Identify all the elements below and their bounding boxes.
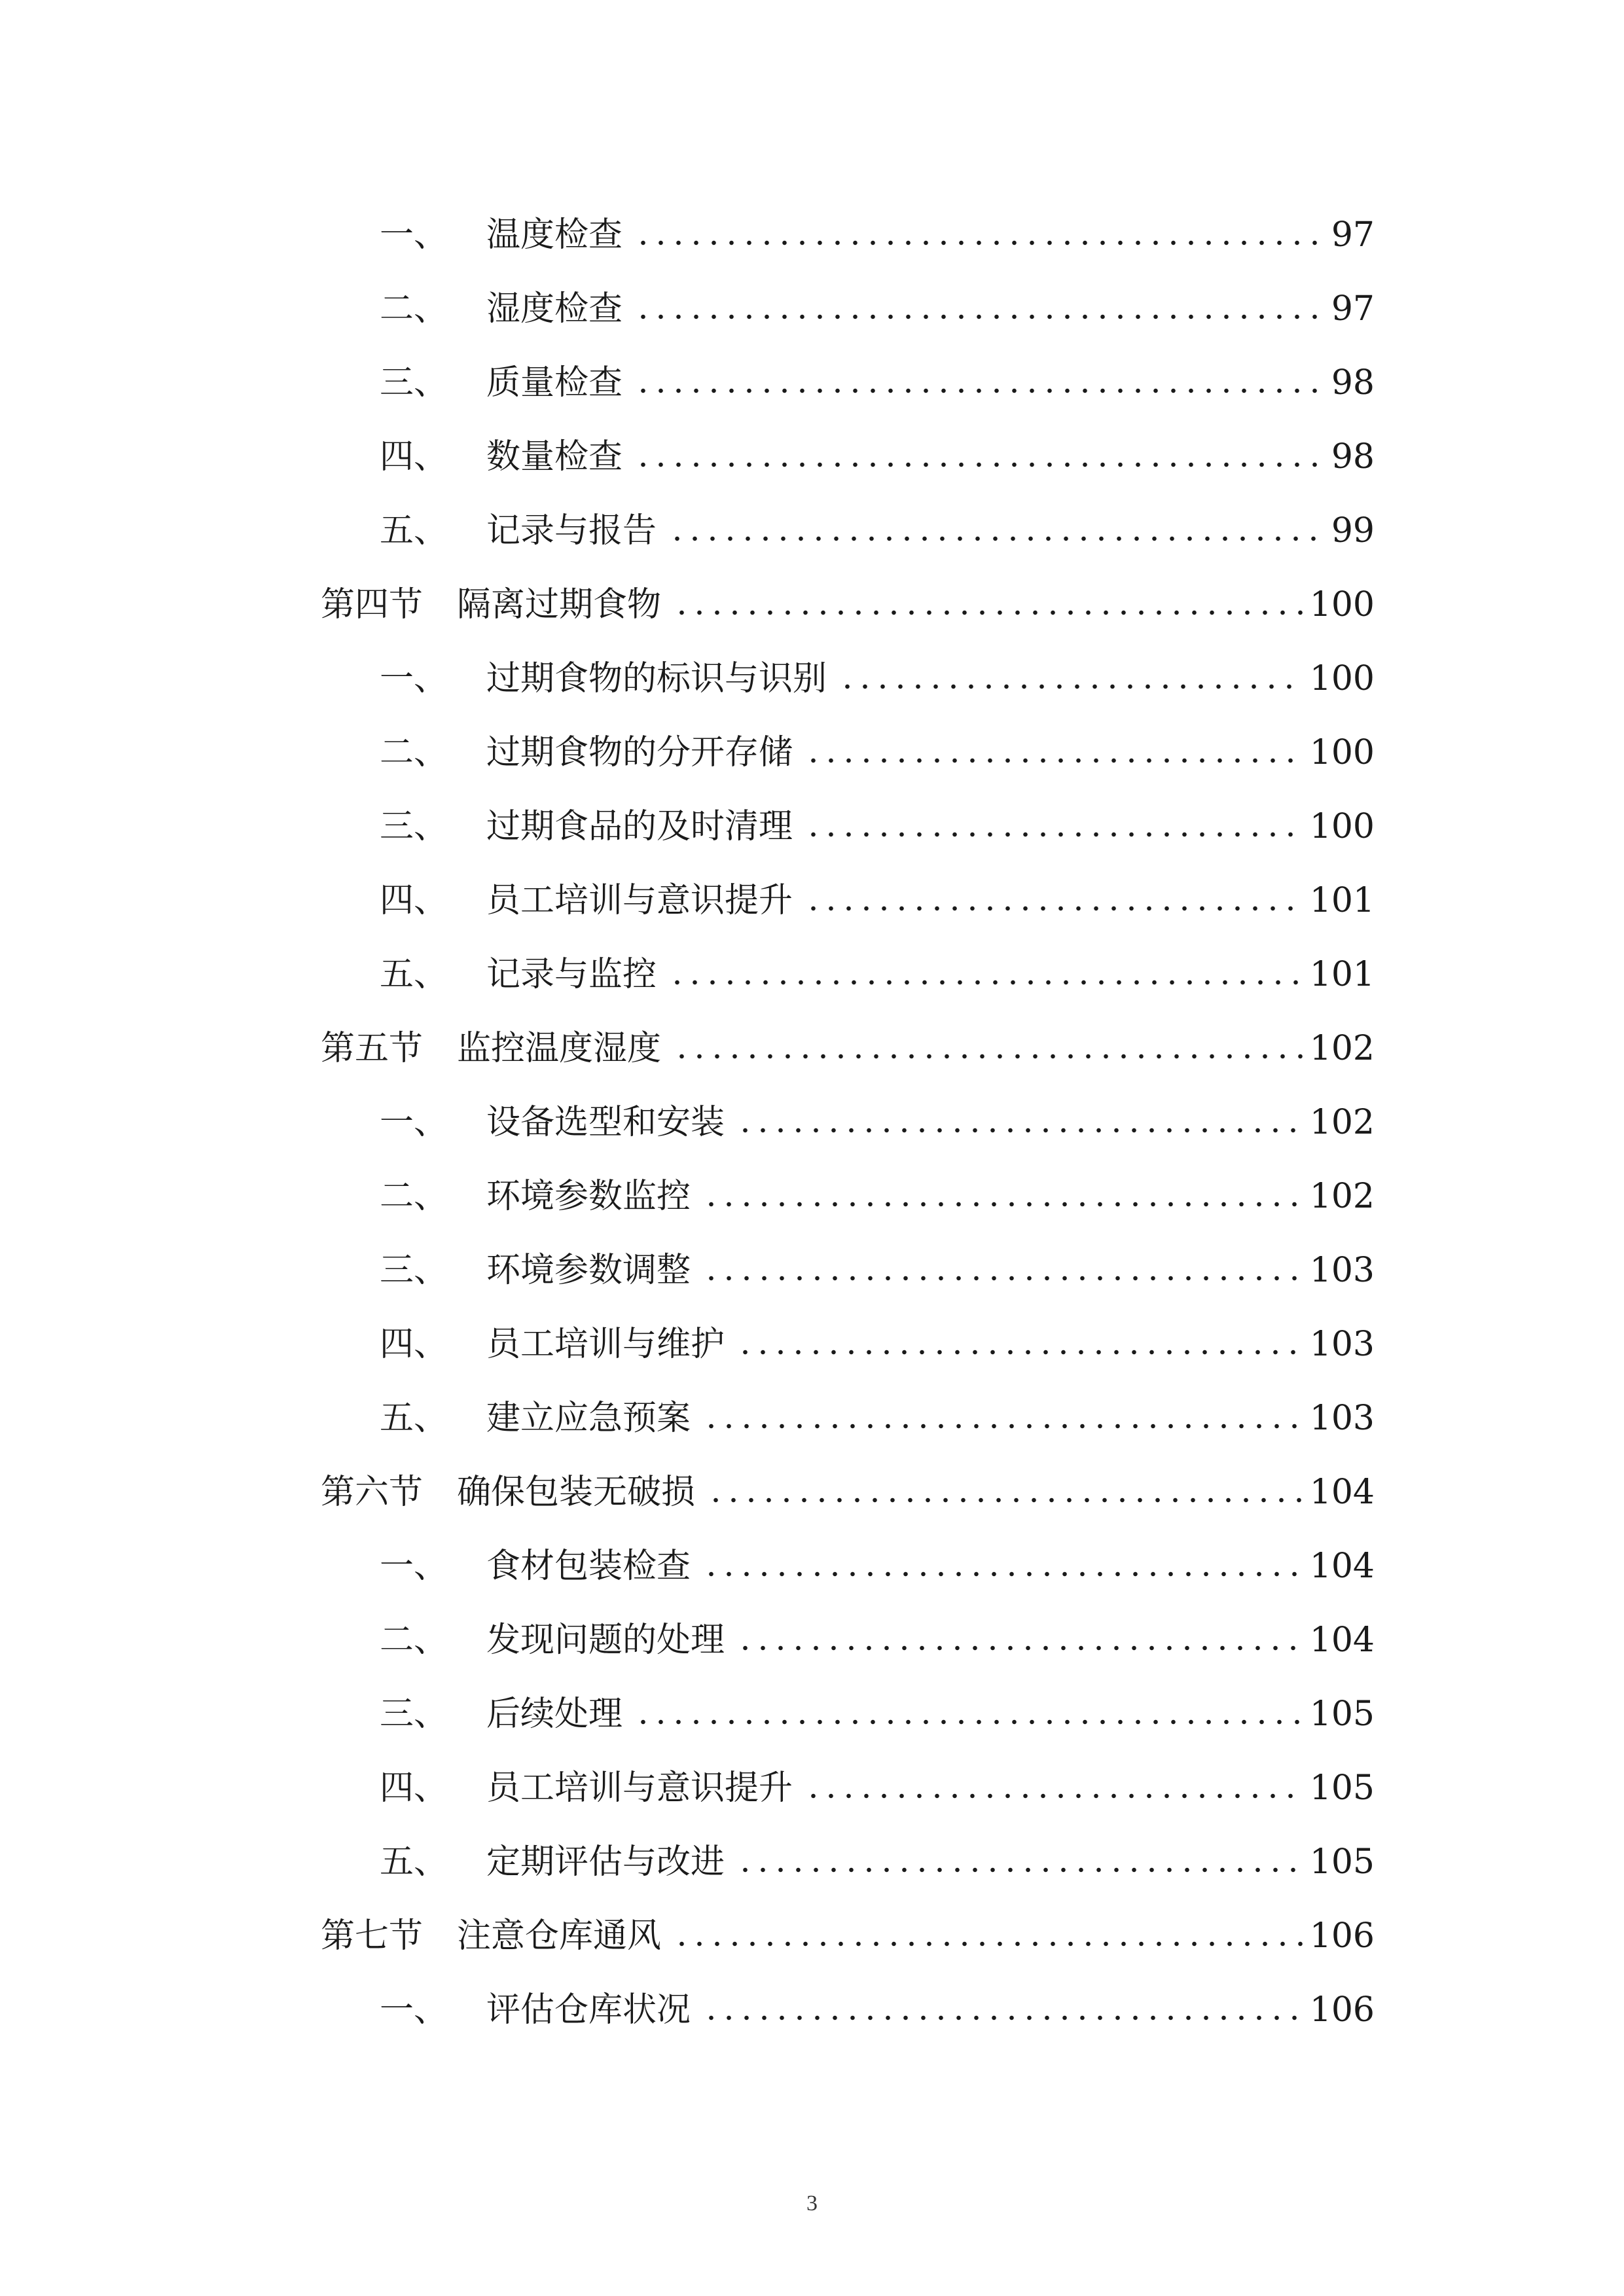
- toc-entry-label: 五、: [380, 511, 448, 550]
- toc-entry[interactable]: [380, 1524, 1375, 1586]
- toc-entry[interactable]: [380, 415, 1375, 474]
- toc-entry[interactable]: [380, 1376, 1375, 1438]
- toc-entry-title: 湿度检查: [486, 289, 623, 329]
- toc-entry-page: 102: [1309, 1177, 1375, 1216]
- toc-entry-title: 记录与报告: [486, 511, 657, 550]
- toc-entry-label: 二、: [380, 289, 448, 329]
- toc-entry-page: 98: [1331, 363, 1375, 403]
- toc-entry-page: 98: [1331, 437, 1375, 476]
- toc-dot-leader: [702, 1568, 1303, 1581]
- toc-dot-leader: [736, 1346, 1303, 1359]
- toc-entry-page: 100: [1309, 585, 1375, 624]
- toc-entry-title: 质量检查: [486, 363, 623, 403]
- toc-entry[interactable]: [380, 489, 1375, 548]
- toc-section-title: 隔离过期食物: [457, 585, 662, 624]
- toc-entry-page: 102: [1309, 1103, 1375, 1142]
- toc-dot-leader: [668, 532, 1325, 545]
- toc-entry-page: 106: [1309, 1916, 1375, 1956]
- toc-dot-leader: [839, 680, 1303, 693]
- toc-entry-page: 97: [1331, 215, 1375, 255]
- toc-dot-leader: [804, 754, 1303, 767]
- toc-dot-leader: [668, 976, 1303, 989]
- toc-dot-leader: [804, 902, 1303, 915]
- toc-entry-page: 105: [1309, 1695, 1375, 1734]
- toc-dot-leader: [702, 1198, 1303, 1211]
- toc-section-entry[interactable]: [321, 1007, 1375, 1066]
- toc-dot-leader: [736, 1124, 1303, 1137]
- toc-entry-title: 定期评估与改进: [486, 1842, 725, 1882]
- toc-entry-label: 一、: [380, 659, 448, 698]
- toc-entry[interactable]: [380, 785, 1375, 844]
- toc-dot-leader: [634, 1715, 1303, 1729]
- toc-entry-title: 员工培训与意识提升: [486, 881, 793, 920]
- toc-section-title: 确保包装无破损: [457, 1473, 696, 1512]
- toc-entry-label: 二、: [380, 733, 448, 772]
- toc-dot-leader: [804, 1789, 1303, 1803]
- toc-entry-page: 97: [1331, 289, 1375, 329]
- toc-section-title: 注意仓库通风: [457, 1916, 662, 1956]
- toc-entry-title: 建立应急预案: [486, 1399, 691, 1438]
- toc-entry[interactable]: [380, 1229, 1375, 1290]
- toc-entry[interactable]: [380, 1598, 1375, 1660]
- toc-entry-label: 三、: [380, 1695, 448, 1734]
- toc-dot-leader: [673, 1050, 1303, 1063]
- toc-entry-page: 103: [1309, 1399, 1375, 1438]
- toc-dot-leader: [673, 1937, 1303, 1950]
- toc-entry-label: 一、: [380, 1990, 448, 2030]
- toc-entry[interactable]: [380, 1968, 1375, 2030]
- toc-entry-label: 五、: [380, 1399, 448, 1438]
- toc-section-entry[interactable]: [321, 563, 1375, 622]
- toc-entry-label: 四、: [380, 437, 448, 476]
- toc-entry-title: 评估仓库状况: [486, 1990, 691, 2030]
- toc-entry-title: 过期食物的分开存储: [486, 733, 793, 772]
- toc-entry-title: 食材包装检查: [486, 1547, 691, 1586]
- toc-entry-title: 环境参数监控: [486, 1177, 691, 1216]
- toc-entry[interactable]: [380, 341, 1375, 403]
- toc-entry[interactable]: [380, 859, 1375, 918]
- toc-dot-leader: [736, 1641, 1303, 1655]
- toc-entry-label: 四、: [380, 1768, 448, 1808]
- toc-entry-page: 99: [1331, 511, 1375, 550]
- toc-entry-label: 二、: [380, 1621, 448, 1660]
- toc-entry-page: 101: [1309, 881, 1375, 920]
- toc-dot-leader: [673, 606, 1303, 619]
- toc-entry-title: 环境参数调整: [486, 1251, 691, 1290]
- toc-entry-page: 104: [1309, 1621, 1375, 1660]
- toc-dot-leader: [702, 2011, 1303, 2024]
- toc-dot-leader: [804, 828, 1303, 841]
- toc-entry-label: 三、: [380, 363, 448, 403]
- toc-entry-label: 四、: [380, 1325, 448, 1364]
- toc-dot-leader: [634, 236, 1325, 249]
- toc-entry[interactable]: [380, 193, 1375, 255]
- toc-entry[interactable]: [380, 711, 1375, 770]
- toc-entry-page: 104: [1309, 1473, 1375, 1512]
- toc-entry-page: 100: [1309, 659, 1375, 698]
- toc-entry[interactable]: [380, 267, 1375, 329]
- toc-entry-label: 四、: [380, 881, 448, 920]
- toc-dot-leader: [707, 1494, 1303, 1507]
- toc-entry-title: 设备选型和安装: [486, 1103, 725, 1142]
- toc-entry-page: 104: [1309, 1547, 1375, 1586]
- toc-entry-label: 一、: [380, 1103, 448, 1142]
- toc-section-title: 监控温度湿度: [457, 1029, 662, 1068]
- toc-entry-page: 100: [1309, 807, 1375, 846]
- toc-entry-title: 记录与监控: [486, 955, 657, 994]
- toc-entry[interactable]: [380, 1820, 1375, 1882]
- toc-entry-label: 三、: [380, 1251, 448, 1290]
- toc-dot-leader: [702, 1420, 1303, 1433]
- toc-entry-title: 数量检查: [486, 437, 623, 476]
- toc-entry[interactable]: [380, 1081, 1375, 1142]
- toc-entry-page: 102: [1309, 1029, 1375, 1068]
- toc-entry-page: 103: [1309, 1251, 1375, 1290]
- toc-entry-label: 三、: [380, 807, 448, 846]
- toc-dot-leader: [634, 384, 1325, 397]
- toc-entry-title: 过期食品的及时清理: [486, 807, 793, 846]
- page-number: 3: [806, 2191, 818, 2215]
- toc-entry-page: 105: [1309, 1842, 1375, 1882]
- toc-entry-label: 二、: [380, 1177, 448, 1216]
- toc-dot-leader: [736, 1863, 1303, 1876]
- toc-entry[interactable]: [380, 933, 1375, 992]
- toc-entry[interactable]: [380, 1155, 1375, 1216]
- toc-section-label: 第七节: [321, 1916, 424, 1956]
- toc-section-label: 第五节: [321, 1029, 424, 1068]
- toc-entry-page: 100: [1309, 733, 1375, 772]
- toc-entry-label: 一、: [380, 215, 448, 255]
- toc-entry-page: 101: [1309, 955, 1375, 994]
- toc-section-entry[interactable]: [321, 1450, 1375, 1512]
- toc-entry-label: 五、: [380, 955, 448, 994]
- toc-entry-page: 105: [1309, 1768, 1375, 1808]
- toc-section-label: 第六节: [321, 1473, 424, 1512]
- toc-entry-page: 103: [1309, 1325, 1375, 1364]
- toc-entry-title: 员工培训与意识提升: [486, 1768, 793, 1808]
- toc-entry[interactable]: [380, 1302, 1375, 1364]
- toc-entry-title: 发现问题的处理: [486, 1621, 725, 1660]
- toc-entry-page: 106: [1309, 1990, 1375, 2030]
- toc-entry-label: 一、: [380, 1547, 448, 1586]
- toc-dot-leader: [634, 310, 1325, 323]
- toc-dot-leader: [634, 458, 1325, 471]
- toc-entry[interactable]: [380, 1672, 1375, 1734]
- toc-entry-title: 后续处理: [486, 1695, 623, 1734]
- toc-entry[interactable]: [380, 637, 1375, 696]
- toc-entry-label: 五、: [380, 1842, 448, 1882]
- toc-section-label: 第四节: [321, 585, 424, 624]
- toc-entry[interactable]: [380, 1746, 1375, 1808]
- toc-dot-leader: [702, 1272, 1303, 1285]
- toc-entry-title: 员工培训与维护: [486, 1325, 725, 1364]
- toc-entry-title: 温度检查: [486, 215, 623, 255]
- toc-entry-title: 过期食物的标识与识别: [486, 659, 827, 698]
- toc-section-entry[interactable]: [321, 1894, 1375, 1956]
